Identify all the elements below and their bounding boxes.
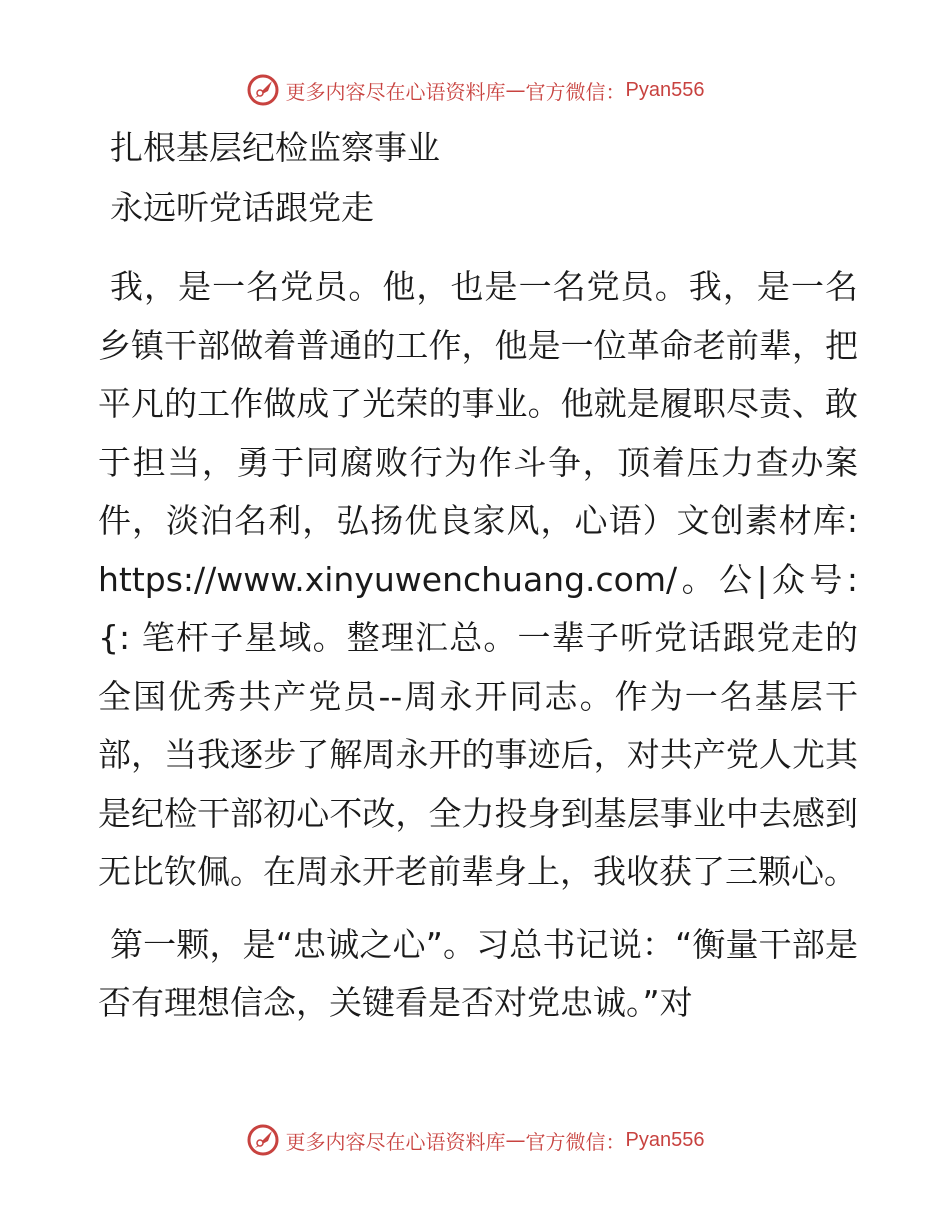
banner-separator: — [505,1128,526,1152]
header-watermark-banner [0,70,950,110]
paragraph-2: 第一颗，是“忠诚之心”。习总书记说：“衡量干部是否有理想信念，关键看是否对党忠诚。”对 [98,924,858,1022]
banner-official-label: 官方微信： [525,1129,626,1154]
banner-wechat-id: Pyan556 [625,78,705,101]
quill-logo-icon [246,1123,280,1157]
banner-separator: — [505,78,526,102]
banner-site-text: 更多内容尽在心语资料库 [285,79,506,104]
document-title-line-2: 永远听党话跟党走 [110,188,374,227]
paragraph-1: 我，是一名党员。他，也是一名党员。我，是一名乡镇干部做着普通的工作，他是一位革命老前辈，把平凡的工作做成了光荣的事业。他就是履职尽责、敢于担当，勇于同腐败行为作斗争，顶着压力查办案件，淡泊名利，弘扬优良家风，心语）文创素材库: https://www.xinyuwenchuang.com/。公|众号:{: 笔杆子星域。整理汇总。一辈子听党话跟党走的全国优秀共产党员--周永开同志。作为一名基层干部，当我逐步了解周永开的事迹后，对共产党人尤其是纪检干部初心不改，全力投身到基层事业中去感到无比钦佩。在周永开老前辈身上，我收获了三颗心。 [98,267,858,891]
banner-site-text: 更多内容尽在心语资料库 [285,1129,506,1154]
banner-official-label: 官方微信： [525,79,626,104]
quill-logo-icon [246,73,280,107]
document-body [98,120,858,1033]
footer-watermark-banner [0,1120,950,1160]
document-title-line-1: 扎根基层纪检监察事业 [110,128,440,167]
banner-wechat-id: Pyan556 [625,1128,705,1151]
